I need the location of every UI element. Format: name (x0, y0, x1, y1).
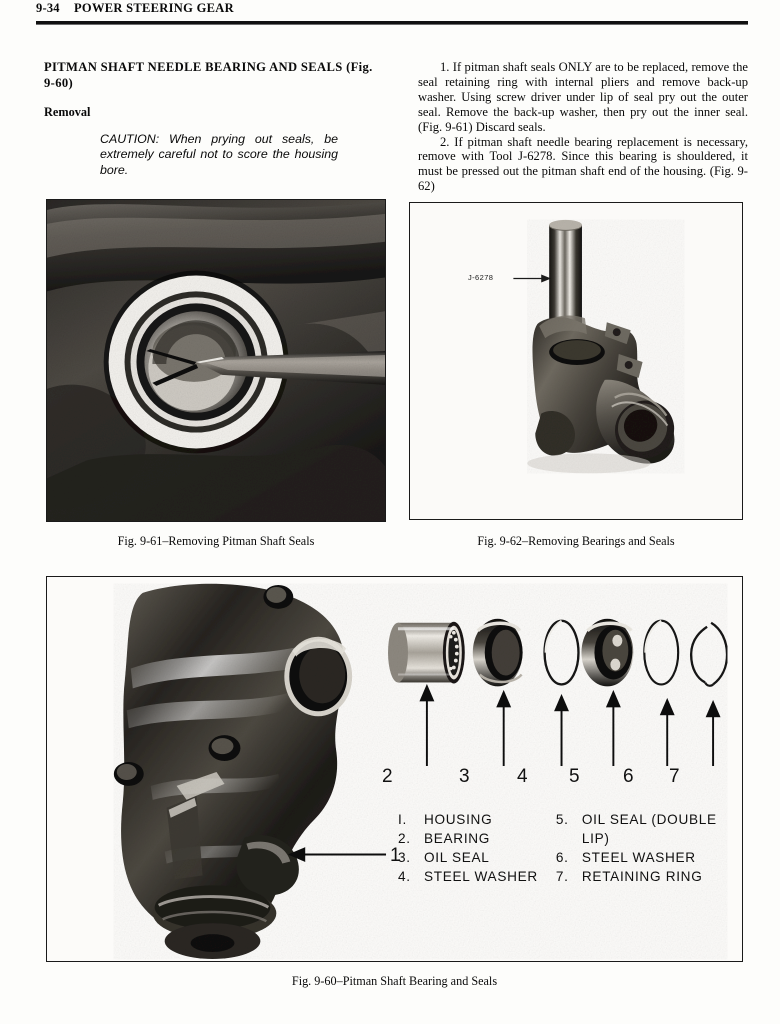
legend-label: STEEL WASHER (581, 850, 696, 865)
callout-4: 4 (517, 766, 528, 787)
legend-item (398, 867, 538, 886)
legend-column-right (556, 810, 717, 886)
legend-label: STEEL WASHER (424, 869, 538, 884)
section-title: PITMAN SHAFT NEEDLE BEARING AND SEALS (Fig. 9-60) (44, 60, 373, 90)
legend-item (556, 848, 717, 867)
part-oil-seal (473, 619, 523, 687)
callout-7: 7 (669, 766, 680, 787)
callout-1: 1 (390, 845, 401, 866)
legend-column-left (398, 810, 538, 886)
legend-label-continuation: LIP) (581, 831, 610, 846)
step-paragraph-2: 2. If pitman shaft needle bearing replacement is necessary, remove with Tool J-6278. Since this bearing is shouldered, it must be pressed out the pitman shaft end of the housing. (Fig. 9-62) (418, 134, 748, 194)
legend-index: 7. (555, 869, 569, 884)
figure-9-60-photo (47, 577, 742, 961)
legend-index: 4. (398, 869, 411, 884)
legend-index: 2. (398, 831, 411, 846)
figure-9-62 (409, 202, 743, 520)
legend-label: HOUSING (424, 812, 493, 827)
legend-label: OIL SEAL (424, 850, 490, 865)
legend-index: I. (398, 812, 407, 827)
figure-9-60-caption: Fig. 9-60–Pitman Shaft Bearing and Seals (291, 974, 498, 988)
figure-9-60-legend (398, 810, 717, 886)
callout-3: 3 (459, 766, 470, 787)
subsection-heading: Removal (44, 105, 91, 119)
tool-number-label: J-6278 (468, 273, 494, 282)
header-rule (36, 21, 748, 24)
figure-9-62-photo (410, 203, 742, 519)
figure-9-61 (46, 199, 386, 522)
right-text-column (418, 60, 748, 194)
page-folio: 9-34 (36, 1, 60, 15)
legend-index: 5. (555, 812, 569, 827)
step-paragraph-1: 1. If pitman shaft seals ONLY are to be replaced, remove the seal retaining ring with internal pliers and remove back-up washer. Using screw driver under lip of seal pry out the outer seal. Remove the back-up washer, then pry out the inner seal. (Fig. 9-61) Discard seals. (418, 60, 748, 134)
callout-5: 5 (569, 766, 580, 787)
legend-label: OIL SEAL (DOUBLE (581, 812, 717, 827)
legend-label: BEARING (424, 831, 491, 846)
part-bearing (388, 622, 465, 684)
legend-index: 3. (398, 850, 411, 865)
left-text-column (44, 60, 374, 178)
callout-2: 2 (382, 766, 393, 787)
caution-note: CAUTION: When prying out seals, be extremely careful not to score the housing bore. (100, 132, 338, 177)
figure-9-60 (46, 576, 743, 962)
legend-item (556, 867, 717, 886)
figure-9-61-caption: Fig. 9-61–Removing Pitman Shaft Seals (117, 534, 315, 548)
page-header (36, 0, 746, 28)
part-oil-seal-double-lip (581, 619, 633, 687)
callout-6: 6 (623, 766, 634, 787)
legend-item (398, 848, 538, 867)
legend-item (556, 810, 717, 829)
figure-9-61-photo (47, 200, 385, 521)
legend-label: RETAINING RING (581, 869, 703, 884)
legend-index: 6. (555, 850, 569, 865)
figure-9-62-caption: Fig. 9-62–Removing Bearings and Seals (477, 534, 675, 548)
legend-item (398, 829, 538, 848)
legend-item (398, 810, 538, 829)
header-title: POWER STEERING GEAR (74, 1, 234, 15)
